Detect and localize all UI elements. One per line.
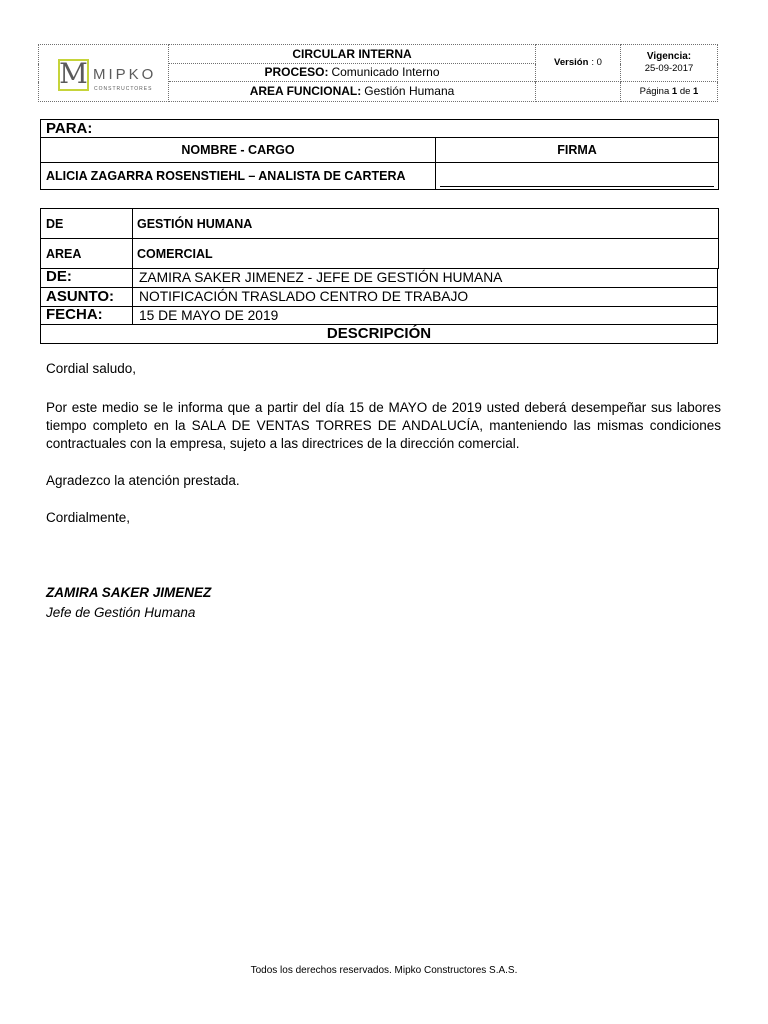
logo-cell (39, 45, 169, 102)
proceso-cell (169, 64, 536, 82)
area-funcional-label: AREA FUNCIONAL: (249, 84, 362, 98)
greeting: Cordial saludo, (46, 361, 137, 376)
document-header-table (38, 44, 718, 102)
logo-tagline: CONSTRUCTORES (94, 85, 153, 92)
detail-label: DE: (41, 268, 133, 287)
recipient-table (40, 119, 719, 190)
detail-row (41, 287, 718, 306)
page-of: de (679, 85, 691, 97)
body-paragraph: Por este medio se le informa que a partir del día 15 de MAYO de 2019 usted deberá desempeñar sus labores tiempo completo en la SALA DE VENTAS TORRES DE ANDALUCÍA, manteniendo las mismas condiciones contractuales con la empresa, sujeto a las directrices de la dirección comercial. (46, 400, 721, 451)
origin-value: COMERCIAL (133, 239, 719, 269)
column-header-name: NOMBRE - CARGO (41, 138, 436, 163)
proceso-label: PROCESO: (264, 65, 329, 79)
origin-table (40, 208, 719, 269)
origin-value: GESTIÓN HUMANA (133, 209, 719, 239)
signatory-title: Jefe de Gestión Humana (46, 605, 196, 620)
detail-label: FECHA: (41, 306, 133, 324)
detail-value: ZAMIRA SAKER JIMENEZ - JEFE DE GESTIÓN HUMANA (133, 268, 718, 287)
version-label: Versión (554, 57, 589, 68)
page-current: 1 (671, 85, 678, 97)
origin-label: AREA (41, 239, 133, 269)
origin-row (41, 209, 719, 239)
thanks-line: Agradezco la atención prestada. (46, 473, 240, 488)
vigencia-cell (621, 45, 718, 82)
logo-mark: M (59, 56, 88, 90)
recipient-name: ALICIA ZAGARRA ROSENSTIEHL – ANALISTA DE CARTERA (41, 163, 436, 190)
empty-cell (536, 82, 621, 102)
closing-line: Cordialmente, (46, 510, 131, 525)
area-funcional-value: Gestión Humana (364, 84, 455, 98)
vigencia-label: Vigencia: (646, 51, 692, 62)
column-header-signature: FIRMA (436, 138, 719, 163)
company-logo (39, 46, 167, 101)
signature-line (440, 186, 714, 187)
signatory-name: ZAMIRA SAKER JIMENEZ (46, 585, 212, 600)
detail-value: NOTIFICACIÓN TRASLADO CENTRO DE TRABAJO (133, 287, 718, 306)
proceso-value: Comunicado Interno (331, 65, 440, 79)
detail-row (41, 306, 718, 324)
detail-label: ASUNTO: (41, 287, 133, 306)
footer-copyright: Todos los derechos reservados. Mipko Constructores S.A.S. (250, 965, 518, 976)
page-total: 1 (693, 85, 699, 97)
document-type-title: CIRCULAR INTERNA (292, 46, 412, 61)
page-label: Página (639, 85, 670, 97)
vigencia-date: 25-09-2017 (644, 63, 694, 74)
description-heading: DESCRIPCIÓN (41, 324, 718, 343)
origin-label: DE (41, 209, 133, 239)
version-cell (536, 45, 621, 82)
details-table (40, 268, 718, 344)
area-funcional-cell (169, 82, 536, 102)
version-value: : 0 (591, 57, 602, 68)
page-number-cell (621, 82, 718, 102)
document-type-cell (169, 45, 536, 64)
detail-value: 15 DE MAYO DE 2019 (133, 306, 718, 324)
detail-row (41, 268, 718, 287)
origin-row (41, 239, 719, 269)
para-label: PARA: (41, 120, 719, 138)
logo-name: MIPKO (93, 65, 157, 83)
